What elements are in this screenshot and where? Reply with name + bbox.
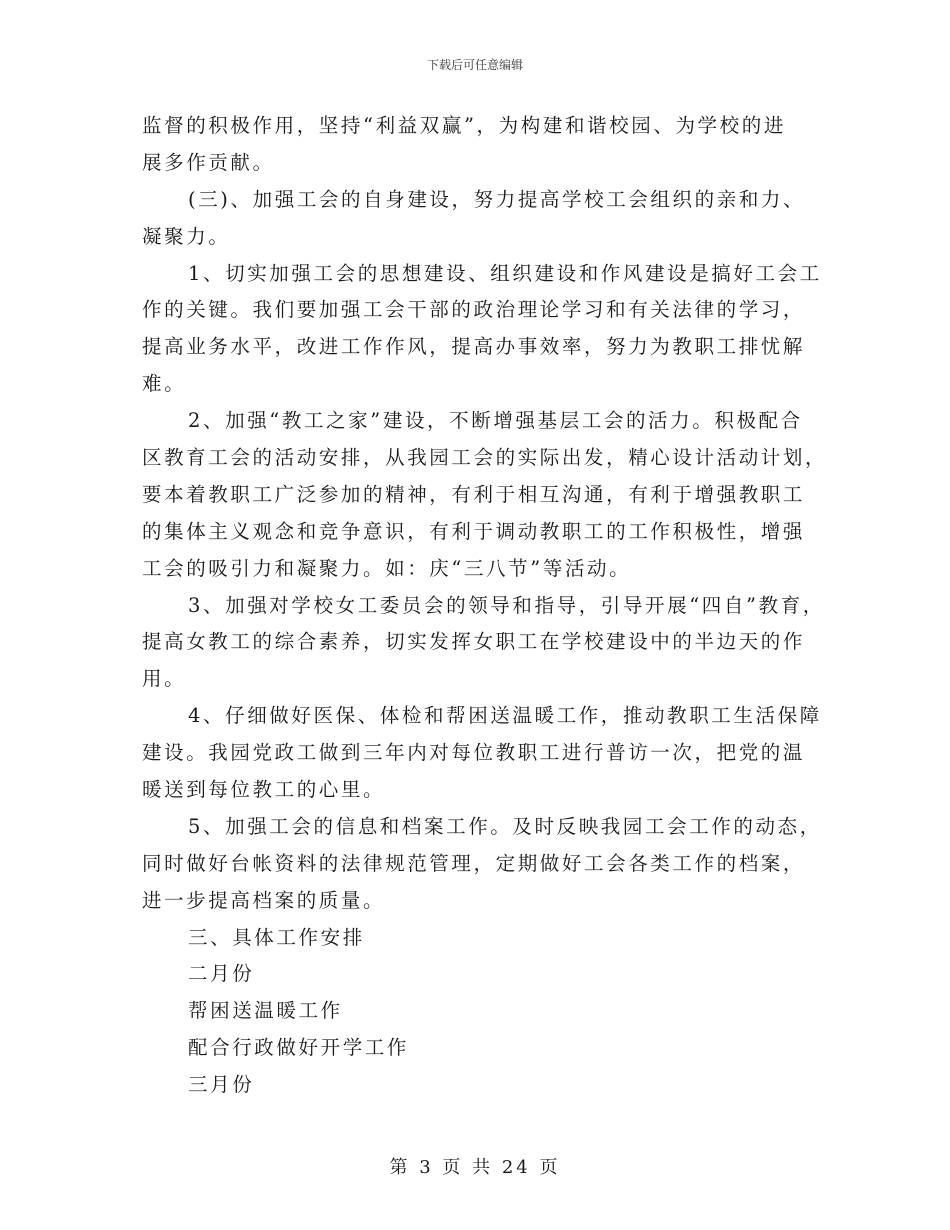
text-line: 进一步提高档案的质量。 bbox=[142, 888, 386, 912]
text-line: 凝聚力。 bbox=[142, 224, 231, 248]
page-footer: 第 3 页 共 24 页 bbox=[389, 1157, 561, 1178]
text-line: 暖送到每位教工的心里。 bbox=[142, 778, 386, 802]
text-line: 3、加强对学校女工委员会的领导和指导，引导开展“四自”教育， bbox=[188, 593, 825, 617]
page-header: 下载后可任意编辑 bbox=[426, 58, 523, 72]
text-line: 工会的吸引力和凝聚力。如：庆“三八节”等活动。 bbox=[142, 556, 632, 580]
text-line: 2、加强“教工之家”建设，不断增强基层工会的活力。积极配合 bbox=[188, 409, 803, 433]
text-line: 1、切实加强工会的思想建设、组织建设和作风建设是搞好工会工 bbox=[188, 261, 822, 285]
text-line: 同时做好台帐资料的法律规范管理，定期做好工会各类工作的档案， bbox=[142, 851, 806, 875]
text-line: (三)、加强工会的自身建设，努力提高学校工会组织的亲和力、 bbox=[188, 187, 806, 211]
document-body bbox=[142, 108, 832, 1104]
text-line: 5、加强工会的信息和档案工作。及时反映我园工会工作的动态， bbox=[188, 814, 822, 838]
text-line: 作的关键。我们要加强工会干部的政治理论学习和有关法律的学习， bbox=[142, 298, 806, 322]
text-line: 提高业务水平，改进工作作风，提高办事效率，努力为教职工排忧解 bbox=[142, 335, 806, 359]
text-line: 帮困送温暖工作 bbox=[188, 999, 343, 1023]
text-line: 4、仔细做好医保、体检和帮困送温暖工作，推动教职工生活保障 bbox=[188, 704, 822, 728]
text-line: 用。 bbox=[142, 667, 187, 691]
text-line: 二月份 bbox=[188, 962, 255, 986]
text-line: 配合行政做好开学工作 bbox=[188, 1036, 410, 1060]
text-line: 三月份 bbox=[188, 1073, 255, 1097]
text-line: 展多作贡献。 bbox=[142, 150, 275, 174]
text-line: 难。 bbox=[142, 372, 187, 396]
text-line: 区教育工会的活动安排，从我园工会的实际出发，精心设计活动计划， bbox=[142, 446, 828, 470]
text-line: 建设。我园党政工做到三年内对每位教职工进行普访一次，把党的温 bbox=[142, 741, 806, 765]
text-line: 监督的积极作用，坚持“利益双赢”，为构建和谐校园、为学校的进 bbox=[142, 114, 786, 137]
text-line: 的集体主义观念和竞争意识，有利于调动教职工的工作积极性，增强 bbox=[142, 519, 806, 543]
text-line: 要本着教职工广泛参加的精神，有利于相互沟通，有利于增强教职工 bbox=[142, 482, 806, 506]
text-line: 三、具体工作安排 bbox=[188, 925, 365, 949]
text-line: 提高女教工的综合素养，切实发挥女职工在学校建设中的半边天的作 bbox=[142, 630, 806, 654]
